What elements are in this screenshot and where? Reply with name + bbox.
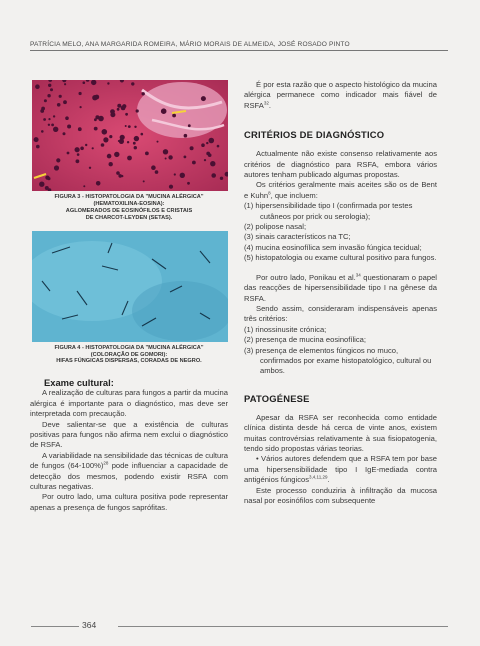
nucleus-texture xyxy=(53,127,58,132)
nucleus-texture xyxy=(92,95,97,100)
nucleus-texture xyxy=(92,147,94,149)
list-item: (4) mucina eosinofílica sem invasão fúngica tecidual; xyxy=(244,242,422,252)
nucleus-texture xyxy=(57,103,61,107)
nucleus-texture xyxy=(107,82,109,84)
nucleus-texture xyxy=(48,118,50,120)
nucleus-texture xyxy=(151,165,156,170)
running-header: PATRÍCIA MELO, ANA MARGARIDA ROMEIRA, MÁRIO MORAIS DE ALMEIDA, JOSÉ ROSADO PINTO xyxy=(30,41,350,48)
nucleus-texture xyxy=(67,125,71,129)
nucleus-texture xyxy=(180,173,185,178)
nucleus-texture xyxy=(48,84,51,87)
nucleus-texture xyxy=(53,115,55,117)
nucleus-texture xyxy=(127,156,132,161)
paragraph: Sendo assim, consideraram indispensáveis apenas três critérios: xyxy=(244,303,437,324)
nucleus-texture xyxy=(34,137,39,142)
nucleus-texture xyxy=(107,154,112,159)
nucleus-texture xyxy=(110,112,115,117)
nucleus-texture xyxy=(80,106,82,108)
nucleus-texture xyxy=(145,152,149,156)
nucleus-texture xyxy=(96,181,101,186)
figure-3-caption: FIGURA 3 - HISTOPATOLOGIA DA "MUCINA ALÉRGICA" (HEMATOXILINA-EOSINA): AGLOMERADOS DE EOSINÓFILOS E CRISTAIS DE CHARCOT-LEYDEN (SETAS). xyxy=(54,194,204,221)
paragraph: Este processo conduziria à infiltração da mucosa nasal por eosinófilos com subsequente xyxy=(244,485,437,505)
nucleus-texture xyxy=(103,137,108,142)
nucleus-texture xyxy=(101,143,105,147)
nucleus-texture xyxy=(118,140,120,142)
nucleus-texture xyxy=(76,159,80,163)
nucleus-texture xyxy=(155,170,159,174)
nucleus-texture xyxy=(83,81,86,84)
nucleus-texture xyxy=(187,182,190,185)
nucleus-texture xyxy=(45,186,49,190)
nucleus-texture xyxy=(211,173,216,178)
nucleus-texture xyxy=(134,126,136,128)
nucleus-texture xyxy=(136,109,139,112)
nucleus-texture xyxy=(209,138,215,144)
nucleus-texture xyxy=(141,133,144,136)
nucleus-texture xyxy=(127,141,129,143)
nucleus-texture xyxy=(64,83,66,85)
list-item: (3) presença de elementos fúngicos no muco, confirmados por exame histopatológico, cultural ou ambos. xyxy=(244,345,432,376)
nucleus-texture xyxy=(43,118,46,121)
nucleus-texture xyxy=(210,161,215,166)
paragraph: Actualmente não existe consenso relativamente aos critérios de diagnóstico para RSFA, embora vários autores tenham publicado algumas propostas. xyxy=(244,149,437,180)
paragraph: Apesar da RSFA ser reconhecida como entidade clínica distinta desde há cerca de vinte anos, existem muitas controvérsias relativamente à sua fisiopatogenia, tendo sido propostas várias teorias. xyxy=(244,412,437,453)
nucleus-texture xyxy=(77,153,80,156)
nucleus-texture xyxy=(131,82,134,85)
nucleus-texture xyxy=(36,145,40,149)
nucleus-texture xyxy=(63,132,66,135)
nucleus-texture xyxy=(163,149,168,154)
nucleus-texture xyxy=(48,124,50,126)
nucleus-texture xyxy=(80,147,84,151)
nucleus-texture xyxy=(201,143,205,147)
nucleus-texture xyxy=(75,147,80,152)
list-item: (5) histopatologia ou exame cultural positivo para fungos. xyxy=(244,253,437,263)
nucleus-texture xyxy=(98,116,104,122)
nucleus-texture xyxy=(35,84,40,89)
nucleus-texture xyxy=(63,100,67,104)
nucleus-texture xyxy=(117,108,120,111)
paragraph: Deve salientar-se que a existência de culturas positivas para fungos não afirma nem exclui o diagnóstico de RSFA. xyxy=(30,419,228,450)
paragraph: Os critérios geralmente mais aceites são os de Bent e Kuhn$^8$, que incluem: xyxy=(244,180,437,200)
nucleus-texture xyxy=(128,125,131,128)
subheading-exame-cultural: Exame cultural: xyxy=(44,377,114,389)
nucleus-texture xyxy=(142,92,145,95)
nucleus-texture xyxy=(117,104,121,108)
nucleus-texture xyxy=(54,165,59,170)
nucleus-texture xyxy=(206,142,208,144)
left-column xyxy=(30,80,228,513)
nucleus-texture xyxy=(121,106,126,111)
right-column xyxy=(244,80,437,506)
paragraph: Por outro lado, Ponikau et al.$^{34}$ questionaram o papel das reacções de hipersensibilidade tipo I na gênese da RSFA. xyxy=(244,272,437,303)
figure-4-gomori-micrograph xyxy=(32,231,228,342)
nucleus-texture xyxy=(161,108,167,114)
nucleus-texture xyxy=(41,130,44,133)
nucleus-texture xyxy=(125,113,128,116)
nucleus-texture xyxy=(184,134,188,138)
nucleus-texture xyxy=(169,185,173,189)
nucleus-texture xyxy=(204,159,206,161)
paragraph: A realização de culturas para fungos a partir da mucina alérgica é importante para o diagnóstico, mas deve ser interpretada com precaução. xyxy=(30,388,228,419)
nucleus-texture xyxy=(220,177,223,180)
nucleus-texture xyxy=(188,124,191,127)
nucleus-texture xyxy=(65,116,69,120)
nucleus-texture xyxy=(157,141,159,143)
nucleus-texture xyxy=(102,129,108,135)
paragraph: Por outro lado, uma cultura positiva pode representar apenas a presença de fungos saprófitas. xyxy=(30,492,228,512)
nucleus-texture xyxy=(121,175,123,177)
nucleus-texture xyxy=(41,107,45,111)
paragraph: É por esta razão que o aspecto histológico da mucina alérgica permanece como indicador mais fiável de RSFA$^{32}$. xyxy=(244,80,437,110)
section-heading-criterios: CRITÉRIOS DE DIAGNÓSTICO xyxy=(244,129,385,141)
list-item: (1) hipersensibilidade tipo I (confirmada por testes cutâneos por prick ou serologia); xyxy=(244,201,413,221)
nucleus-texture xyxy=(79,92,82,95)
nucleus-texture xyxy=(78,127,82,131)
footer-rule xyxy=(118,626,448,627)
figure-3-he-micrograph xyxy=(32,80,228,191)
nucleus-texture xyxy=(83,185,85,187)
nucleus-texture xyxy=(174,173,176,175)
nucleus-texture xyxy=(133,142,136,145)
list-item: (2) presença de mucina eosinofílica; xyxy=(244,335,366,345)
header-rule xyxy=(30,50,448,51)
nucleus-texture xyxy=(94,127,98,131)
nucleus-texture xyxy=(165,158,167,160)
nucleus-texture xyxy=(134,146,137,149)
nucleus-texture xyxy=(44,99,47,102)
nucleus-texture xyxy=(217,145,220,148)
nucleus-texture xyxy=(208,153,212,157)
list-item: (2) polipose nasal; xyxy=(244,222,307,232)
nucleus-texture xyxy=(190,146,194,150)
nucleus-texture xyxy=(192,161,196,165)
nucleus-texture xyxy=(134,136,139,141)
nucleus-texture xyxy=(85,144,87,146)
nucleus-texture xyxy=(120,135,125,140)
nucleus-texture xyxy=(51,124,54,127)
nucleus-texture xyxy=(114,152,119,157)
nucleus-texture xyxy=(125,125,127,127)
list-item: (3) sinais característicos na TC; xyxy=(244,232,351,242)
nucleus-texture xyxy=(143,180,145,182)
nucleus-texture xyxy=(59,95,62,98)
nucleus-texture xyxy=(201,96,206,101)
nucleus-texture xyxy=(168,155,172,159)
criteria-list-ponikau xyxy=(244,325,437,377)
nucleus-texture xyxy=(172,114,176,118)
figure-4-caption: FIGURA 4 - HISTOPATOLOGIA DA "MUCINA ALÉRGICA" (COLORAÇÃO DE GOMORI): HIFAS FÚNGICAS DISPERSAS, CORADAS DE NEGRO. xyxy=(54,344,204,365)
nucleus-texture xyxy=(39,182,44,187)
section-heading-patogenese: PATOGÉNESE xyxy=(244,392,310,404)
nucleus-texture xyxy=(184,156,187,159)
page-number: 364 xyxy=(82,620,97,630)
nucleus-texture xyxy=(89,167,91,169)
paragraph: A variabilidade na sensibilidade das técnicas de cultura de fungos $(64-100\%)^{28}$ pode influenciar a capacidade de detecção dos mesmos, podendo existir RSFA com culturas negativas. xyxy=(30,450,229,491)
nucleus-texture xyxy=(47,177,50,180)
nucleus-texture xyxy=(56,158,60,162)
nucleus-texture xyxy=(109,135,112,138)
footer-rule xyxy=(31,626,79,627)
paragraph: • Vários autores defendem que a RSFA tem por base uma hipersensibilidade tipo I IgE-mediada contra antigénios fúngicos$^{3,4,11,29}$. xyxy=(244,454,437,485)
list-item: (1) rinossinusite crónica; xyxy=(244,324,327,334)
nucleus-texture xyxy=(47,94,50,97)
nucleus-texture xyxy=(109,162,113,166)
criteria-list-bent-kuhn xyxy=(244,201,437,263)
nucleus-texture xyxy=(67,152,70,155)
nucleus-texture xyxy=(116,171,120,175)
nucleus-texture xyxy=(50,88,53,91)
